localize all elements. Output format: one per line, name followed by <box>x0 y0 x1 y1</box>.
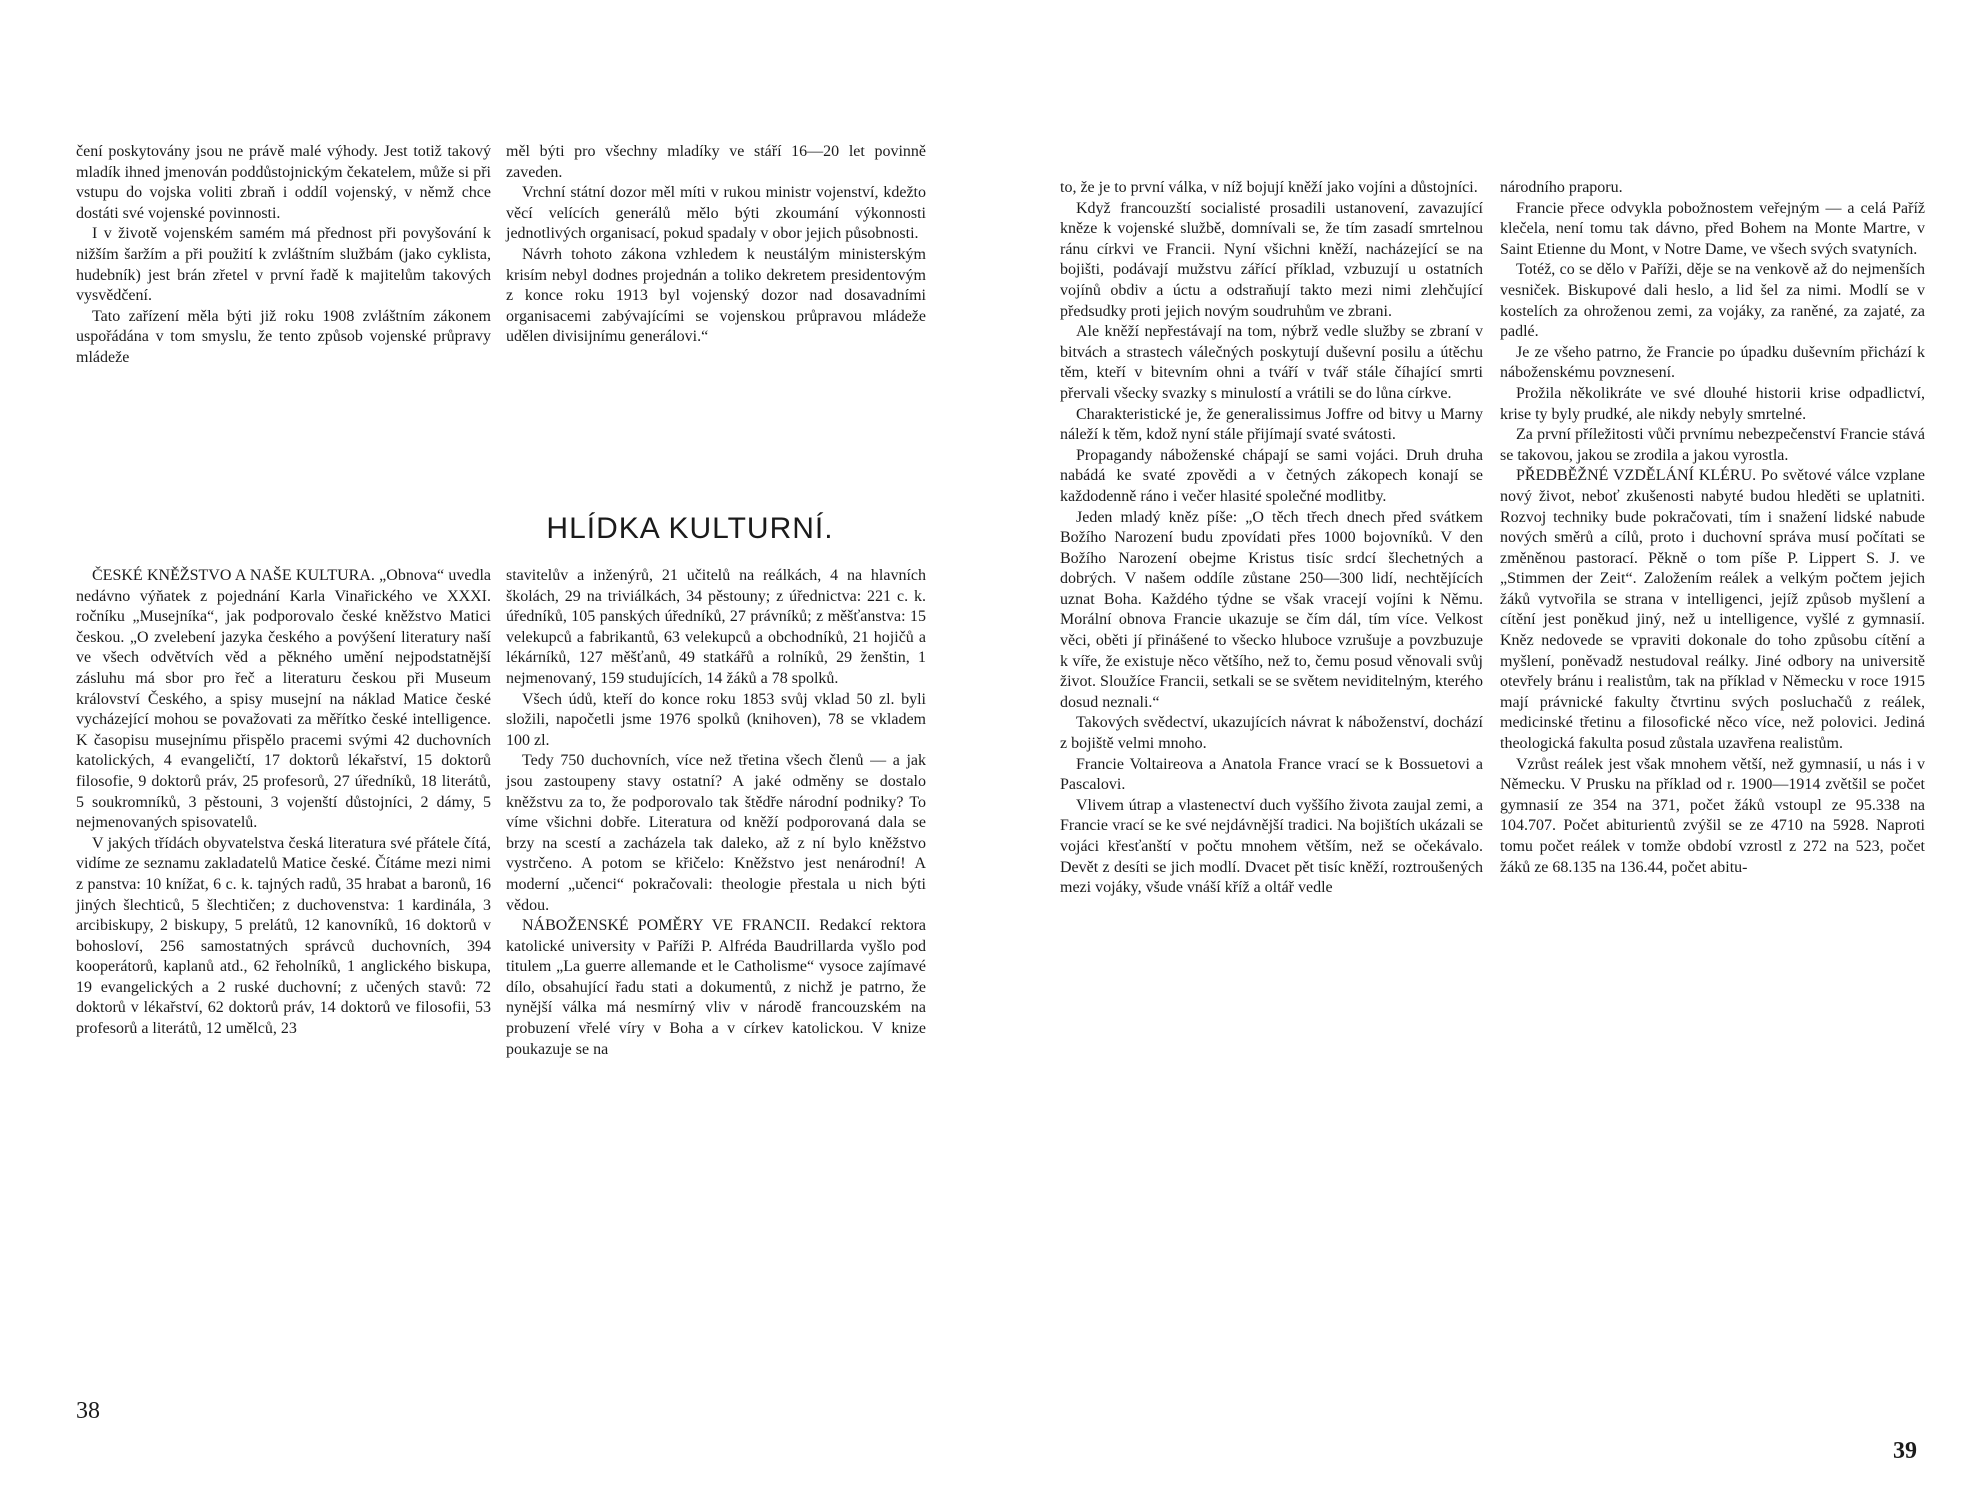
paragraph: Tato zařízení měla býti již roku 1908 zvláštním zákonem uspořádána v tom smyslu, že tento způsob vojenské průpravy mládeže <box>76 307 491 366</box>
right-page-right-column <box>1500 178 1925 878</box>
paragraph: měl býti pro všechny mladíky ve stáří 16—20 let povinně zaveden. <box>506 143 926 181</box>
paragraph: Když francouzští socialisté prosadili ustanovení, zavazující kněze k vojenské službě, domnívali se, že tím zasadí smrtelnou ránu církvi ve Francii. Nyní všichni kněží, nacházející se na bojišti, podávají mužstvu zářící příklad, vzbuzují u ostatních vojínů obdiv a úctu a odstraňují takto mezi nimi zlehčující předsudky proti jejich novým soudruhům ve zbrani. <box>1060 199 1483 320</box>
paragraph: Francie Voltaireova a Anatola France vrací se k Bossuetovi a Pascalovi. <box>1060 755 1483 794</box>
paragraph: národního praporu. <box>1500 179 1623 196</box>
paragraph: Tedy 750 duchovních, více než třetina všech členů — a jak jsou zastoupeny stavy ostatní? A jaké odměny se dostalo kněžstvu za to, že podporovalo tak štědře národní podniky? To víme všichni dobře. Literatura od kněží podporovaná dala se brzy na scestí a zacházela tak daleko, až z ní bylo kněžstvo vystrčeno. A potom se křičelo: Kněžstvo jest nenárodní! A moderní „učenci“ pokračovali: theologie přestala u nich býti vědou. <box>506 752 926 914</box>
page-number-right: 39 <box>1893 1438 1917 1464</box>
page-number-left: 38 <box>76 1398 100 1424</box>
left-page-bottom-right-column <box>506 566 926 1060</box>
paragraph: Jeden mladý kněz píše: „O těch třech dnech před svátkem Božího Narození budu zpovídati přes 1000 bojovníků. V den Božího Narození obejme Kristus tisíc srdcí šlechetných a dobrých. V našem oddíle zůstane 250—300 lidí, nechtějících uznat Boha. Každého týdne se však vracejí vojíni k Němu. Morální obnova Francie ukazuje se čím dál, tím více. Velkost věci, oběti jí přinášené to všecko hluboce vzrušuje a povzbuzuje k víře, že existuje něco většího, než to, čemu posud věnovali svůj život. Sloužíce Francii, setkali se se světem neviditelným, kterého dosud neznali.“ <box>1060 508 1483 711</box>
paragraph: I v životě vojenském samém má přednost při povyšování k nižším šaržím a při použití k zvláštním službám (jako cyklista, hudebník) jest brán zřetel v první řadě k majitelům takových vysvědčení. <box>76 225 491 305</box>
paragraph: ČESKÉ KNĚŽSTVO A NAŠE KULTURA. „Obnova“ uvedla nedávno výňatek z pojednání Karla Vinařického ve XXXI. ročníku „Musejníka“, jak podporovalo české kněžstvo Matici českou. „O zvelebení jazyka českého a povýšení literatury naší ve všech odvětvích věd a pěkného umění nejpodstatnější zásluhu má sbor pro řeč a literaturu českou při Museum království Českého, a spisy musejní na náklad Matice české vycházející mohou se považovati za měřítko české intelligence. K časopisu musejnímu přispělo pracemi svými 42 duchovních katolických, 4 evangeličtí, 17 doktorů lékařství, 15 doktorů filosofie, 9 doktorů práv, 25 profesorů, 27 úředníků, 18 literátů, 5 soukromníků, 3 pěstouni, 3 vojenští důstojníci, 2 dámy, 5 nejmenovaných spisovatelů. <box>76 567 491 832</box>
left-page-top-left-column <box>76 142 491 369</box>
paragraph: V jakých třídách obyvatelstva česká literatura své přátele čítá, vidíme ze seznamu zakladatelů Matice české. Čítáme mezi nimi z panstva: 10 knížat, 6 c. k. tajných radů, 35 hrabat a baronů, 16 jiných šlechticů, 5 šlechtičen; z duchovenstva: 1 kardinála, 3 arcibiskupy, 2 biskupy, 5 prelátů, 12 kanovníků, 16 doktorů v bohosloví, 256 samostatných správců duchovních, 394 kooperátorů, kaplanů atd., 62 řeholníků, 1 anglického biskupa, 19 evangelických a 2 ruské duchovní; z učených stavů: 72 doktorů v lékařství, 62 doktorů práv, 14 doktorů ve filosofii, 53 profesorů a literátů, 12 umělců, 23 <box>76 834 491 1038</box>
left-page-bottom-left-column <box>76 566 491 1040</box>
right-page-left-column <box>1060 178 1483 899</box>
paragraph: Vlivem útrap a vlastenectví duch vyššího života zaujal zemi, a Francie vrací se ke své nejdávnější tradici. Na bojištích ukázali se vojáci křesťanští v počtu mnohem větším, než se očekávalo. Devět z desíti se jich modlí. Dvacet pět tisíc kněží, roztroušených mezi vojáky, všude vnáší kříž a oltář vedle <box>1060 796 1483 897</box>
paragraph: Francie přece odvykla pobožnostem veřejným — a celá Paříž klečela, není tomu tak dávno, před Bohem na Monte Martre, v Saint Etienne du Mont, v Notre Dame, ve všech svých svatyních. <box>1500 199 1925 258</box>
paragraph: stavitelův a inženýrů, 21 učitelů na reálkách, 4 na hlavních školách, 29 na triviálkách, 34 pěstouny; z úřednictva: 221 c. k. úředníků, 105 panských úředníků, 27 právníků; z měšťanstva: 15 velekupců a fabrikantů, 63 velekupců a obchodníků, 21 hojičů a lékárníků, 127 měšťanů, 49 statkářů a rolníků, 29 ženštin, 1 nejmenovaný, 159 studujících, 14 žáků a 78 spolků. <box>506 567 926 687</box>
paragraph: Charakteristické je, že generalissimus Joffre od bitvy u Marny náleží k těm, kdož nyní stále přijímají svaté svátosti. <box>1060 405 1483 444</box>
paragraph: Za první příležitosti vůči prvnímu nebezpečenství Francie stává se takovou, jakou se zrodila a jakou vyrostla. <box>1500 426 1925 464</box>
paragraph: Je ze všeho patrno, že Francie po úpadku duševním přichází k náboženskému povznesení. <box>1500 343 1925 382</box>
paragraph: Ale kněží nepřestávají na tom, nýbrž vedle služby se zbraní v bitvách a strastech válečných poskytují duševní posilu a útěchu těm, kteří v bitevním ohni a tváří v tvář stále číhající smrti přervali všecky svazky s minulostí a vrátili se do lůna církve. <box>1060 323 1483 402</box>
paragraph: to, že je to první válka, v níž bojují kněží jako vojíni a důstojníci. <box>1060 179 1478 196</box>
paragraph: Propagandy náboženské chápají se sami vojáci. Druh druha nabádá ke svaté zpovědi a v četných zákopech konají se každodenně ráno i večer hlasité společné modlitby. <box>1060 446 1483 505</box>
paragraph: NÁBOŽENSKÉ POMĚRY VE FRANCII. Redakcí rektora katolické university v Paříži P. Alfréda Baudrillarda vyšlo pod titulem „La guerre allemande et le Catholisme“ vysoce zajímavé dílo, obsahující řadu stati a dokumentů, z nichž je patrno, že nynější válka má nesmírný vliv v národě francouzském na probuzení vřelé víry v Boha a v církev katolickou. V knize poukazuje se na <box>506 917 926 1058</box>
paragraph: Všech údů, kteří do konce roku 1853 svůj vklad 50 zl. byli složili, napočetli jsme 1976 spolků (knihoven), 78 se vkladem 100 zl. <box>506 690 926 749</box>
paragraph: Totéž, co se dělo v Paříži, děje se na venkově až do nejmenších vesniček. Biskupové dali heslo, a lid šel za nimi. Modlí se v kostelích za ohroženou zemi, za vojáky, za raněné, za zajaté, za padlé. <box>1500 261 1925 341</box>
paragraph: Vrchní státní dozor měl míti v rukou ministr vojenství, kdežto věcí velících generálů mělo býti zkoumání výkonnosti jednotlivých organisací, pokud spadaly v obor jejich působnosti. <box>506 184 926 243</box>
paragraph: Vzrůst reálek jest však mnohem větší, než gymnasií, u nás i v Německu. V Prusku na příklad od r. 1900—1914 zvětšil se počet gymnasií ze 354 na 371, počet žáků vstoupl ze 95.338 na 104.707. Počet abiturientů zvýšil se ze 4710 na 5928. Naproti tomu počet reálek v tomže období vzrostl z 272 na 523, počet žáků ze 68.135 na 136.44, počet abitu- <box>1500 755 1925 876</box>
paragraph: čení poskytovány jsou ne právě malé výhody. Jest totiž takový mladík ihned jmenován poddůstojnickým čekatelem, může si při vstupu do vojska voliti zbraň i oddíl vojenský, v němž chce dostáti své vojenské povinnosti. <box>76 143 491 222</box>
section-heading: HLÍDKA KULTURNÍ. <box>546 512 834 545</box>
paragraph: Takových svědectví, ukazujících návrat k náboženství, dochází z bojiště velmi mnoho. <box>1060 714 1483 753</box>
left-page-top-right-column <box>506 142 926 348</box>
paragraph: PŘEDBĚŽNÉ VZDĚLÁNÍ KLÉRU. Po světové válce vzplane nový život, neboť zkušenosti nabyté budou hleděti se uplatniti. Rozvoj techniky bude pokračovati, tím i snažení lidské nabude nových směrů a cílů, proto i duchovní správa musí počítati se změněnou pastorací. Pěkně o tom píše P. Lippert S. J. ve „Stimmen der Zeit“. Založením reálek a velkým počtem jejich žáků vytvořila se strana v intelligenci, jejíž způsob myšlení a cítění jest poněkud jiný, než u intelligence, vyšlé z gymnasií. Kněz nedovede se vpraviti dokonale do toho způsobu cítění a myšlení, poněvadž nestudoval reálky. Jiné odbory na universitě otevřely bránu i realistům, tak na příklad v Německu v roce 1915 mají právnické fakulty čtvrtinu svých posluchačů z reálek, medicinské třetinu a filosofické něco více, než polovici. Jediná theologická fakulta posud zůstala uzavřena realistům. <box>1500 467 1925 753</box>
paragraph: Návrh tohoto zákona vzhledem k neustálým ministerským krisím nebyl dodnes projednán a toliko dekretem presidentovým z konce roku 1913 byl vojenský dozor nad dosavadními organisacemi zabývajícími se vojenskou průpravou mládeže udělen divisijnímu generálovi.“ <box>506 245 926 346</box>
paragraph: Prožila několikráte ve své dlouhé historii krise odpadlictví, krise ty byly prudké, ale nikdy nebyly smrtelné. <box>1500 384 1925 423</box>
